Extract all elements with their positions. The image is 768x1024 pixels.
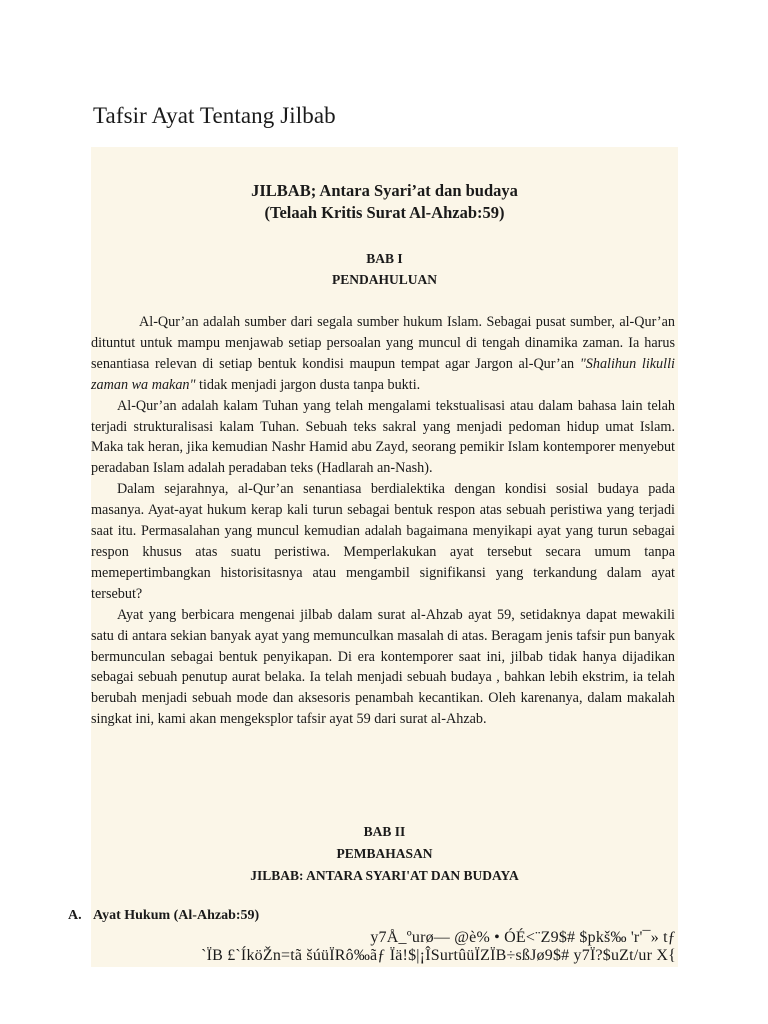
introduction-body [91,312,675,730]
verse-text-line-1: y7Å_ºurø— @è% • ÓÉ<¨Z9$# $pkš‰ 'r'¯» tƒ [370,929,676,946]
paragraph-1-text: Al-Qur’an adalah sumber dari segala sumber hukum Islam. Sebagai pusat sumber, al-Qur’an dituntut untuk mampu menjawab setiap persoalan yang muncul di tengah dinamika zaman. Ia harus senantiasa relevan di setiap bentuk kondisi maupun tempat agar Jargon al-Qur’an [91,314,675,372]
chapter-1-label: BAB I [366,251,403,266]
paragraph-1 [91,312,675,396]
section-a-marker: A. [68,908,82,923]
paragraph-4: Ayat yang berbicara mengenai jilbab dalam surat al-Ahzab ayat 59, setidaknya dapat mewakili satu di antara sekian banyak ayat yang memunculkan masalah di atas. Beragam jenis tafsir pun banyak bermunculan sebagai bentuk penyikapan. Di era kontemporer saat ini, jilbab tidak hanya dijadikan sebagai sebuah penutup aurat belaka. Ia telah menjadi sebuah budaya , bahkan lebih ekstrim, ia telah berubah menjadi sebuah mode dan aksesoris penambah kecantikan. Oleh karenanya, dalam makalah singkat ini, kami akan mengeksplor tafsir ayat 59 dari surat al-Ahzab. [91,606,675,728]
section-a-heading [68,908,259,924]
chapter-1-heading [91,248,678,290]
chapter-1-title: PENDAHULUAN [331,272,437,287]
paragraph-1-quote: "Shalihun likulli zaman wa makan" [91,355,675,393]
chapter-2-heading [91,821,678,887]
chapter-2-title: PEMBAHASAN [336,846,433,861]
chapter-2-label: BAB II [363,824,406,839]
paragraph-1-text-end: tidak menjadi jargon dusta tanpa bukti. [195,376,421,393]
document-page [68,147,678,967]
verse-text-line-2: `ÏB £`ÍköŽn=tã šúüÏRô‰ãƒ Ïä!$|¡ÎSurtûüÏZÏB÷sßJø9$# y7Ï?$uZt/ur X{ [201,947,676,964]
section-a-title: Ayat Hukum (Al-Ahzab:59) [93,908,260,923]
main-heading-line2: (Telaah Kritis Surat Al-Ahzab:59) [264,203,505,222]
main-heading [91,180,678,224]
paragraph-3: Dalam sejarahnya, al-Qur’an senantiasa berdialektika dengan kondisi sosial budaya pada masanya. Ayat-ayat hukum kerap kali turun sebagai bentuk respon atas sebuah peristiwa yang terjadi saat itu. Permasalahan yang muncul kemudian adalah bagaimana menyikapi ayat yang turun sebagai respon khusus atas suatu peristiwa. Memperlakukan ayat tersebut secara umum tanpa memepertimbangkan historisitasnya atau mengambil signifikansi yang terkandung dalam ayat tersebut? [91,481,675,602]
page-title: Tafsir Ayat Tentang Jilbab [93,103,336,128]
paragraph-2: Al-Qur’an adalah kalam Tuhan yang telah mengalami tekstualisasi atau dalam bahasa lain telah terjadi strukturalisasi kalam Tuhan. Sebuah teks sakral yang menjadi pedoman hidup umat Islam. Maka tak heran, jika kemudian Nashr Hamid abu Zayd, seorang pemikir Islam kontemporer menyebut peradaban Islam adalah peradaban teks (Hadlarah an-Nash). [91,397,675,477]
chapter-2-subtitle: JILBAB: ANTARA SYARI'AT DAN BUDAYA [250,868,519,883]
main-heading-line1: JILBAB; Antara Syari’at dan budaya [251,181,518,200]
